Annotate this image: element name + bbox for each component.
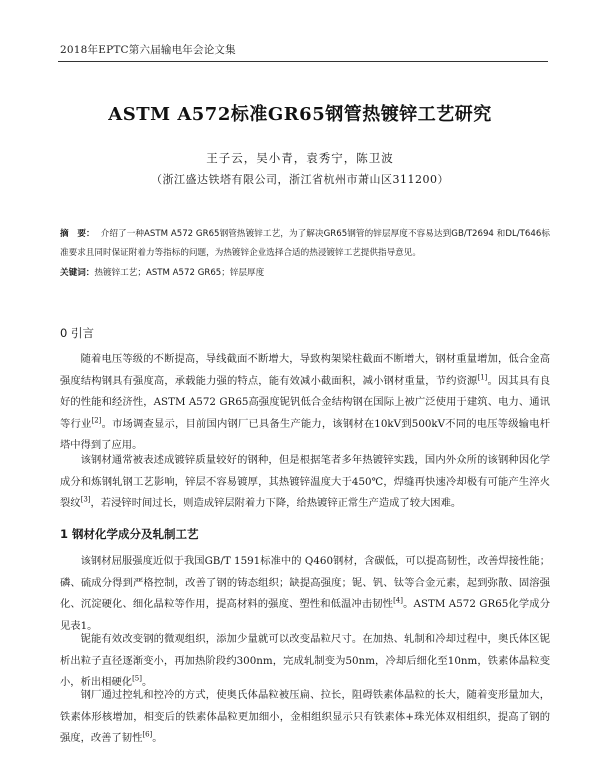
paragraph-text: 该钢材屈服强度近似于我国GB/T 1591标准中的 Q460钢材，含碳低，可以提高韧性，改善焊接性能；磷、硫成分得到严格控制，改善了钢的铸态组织；缺提高强度；铌、钒、钛等合金元素，起到弥散、固溶强化、沉淀硬化、细化晶粒等作用，提高材料的强度、塑性和低温冲击韧性 <box>60 555 550 610</box>
paragraph-text: 该钢材通常被表述成镀锌质量较好的钢种，但是根据笔者多年热镀锌实践，国内外众所的该钢种因化学成分和炼钢轧钢工艺影响，锌层不容易镀厚，其热镀锌温度大于450℃，焊缝再快速冷却极有可能产生淬火裂纹 <box>60 454 550 509</box>
author-list: 王子云，吴小青，袁秀宁，陈卫波 <box>206 151 394 165</box>
running-header: 2018年EPTC第六届输电年会论文集 <box>60 44 236 56</box>
citation[interactable]: [4] <box>393 596 403 605</box>
abstract-text: 介绍了一种ASTM A572 GR65钢管热镀锌工艺，为了解决GR65钢管的锌层厚度不容易达到GB/T2694 和DL/T646标准要求且同时保证附着力等指标的问题，为热镀锌企业选择合适的热浸镀锌工艺提供指导意见。 <box>60 229 550 258</box>
keywords-label: 关键词： <box>60 268 95 278</box>
abstract-label: 摘 要： <box>60 229 95 239</box>
citation[interactable]: [2] <box>91 416 102 425</box>
paragraph-text: 。因其具有良好的性能和经济性，ASTM A572 GR65高强度铌钒低合金结构钢在国际上被广泛使用于建筑、电力、通讯等行业 <box>60 374 551 430</box>
paragraph-text: 随着电压等级的不断提高，导线截面不断增大，导致构架梁柱截面不断增大，钢材重量增加，低合金高强度结构钢具有强度高，承载能力强的特点，能有效减小截面积，减小钢材重量，节约资源 <box>60 353 550 387</box>
paragraph-composition-3 <box>60 685 550 750</box>
citation[interactable]: [5] <box>132 674 142 683</box>
paragraph-text: 。市场调查显示，目前国内钢厂已具备生产能力，该钢材在10kV到500kV不同的电压等级输电杆塔中得到了应用。 <box>60 417 550 451</box>
paragraph-text: 铌能有效改变钢的微观组织，添加少量就可以改变晶粒尺寸。在加热、轧制和冷却过程中，奥氏体区铌析出粒子直径逐渐变小，再加热阶段约300nm，完成轧制变为50nm，冷却后细化至10nm，铁素体晶粒变小，析出相硬化 <box>60 633 550 688</box>
paragraph-text: 。 <box>142 676 153 688</box>
paragraph-intro-1 <box>60 349 550 457</box>
keywords-text: 热镀锌工艺；ASTM A572 GR65；锌层厚度 <box>94 268 265 278</box>
paragraph-text: ，若浸锌时间过长，则造成锌层附着力下降，给热镀锌正常生产造成了较大困难。 <box>90 497 462 509</box>
keywords <box>60 265 550 281</box>
paper-title: ASTM A572标准GR65钢管热镀锌工艺研究 <box>108 104 492 125</box>
citation[interactable]: [6] <box>142 730 153 739</box>
section-heading-introduction: 0 引言 <box>60 326 94 340</box>
header-rule <box>58 61 548 62</box>
paragraph-text: 钢厂通过控轧和控冷的方式，使奥氏体晶粒被压扁、拉长，阻碍铁素体晶粒的长大，随着变形量加大，铁素体形核增加，相变后的铁素体晶粒更加细小，金相组织显示只有铁素体+珠光体双相组织，提高了钢的强度，改善了韧性 <box>60 689 550 744</box>
citation[interactable]: [1] <box>477 373 488 382</box>
paragraph-text: 。 <box>152 732 163 744</box>
paragraph-composition-1 <box>60 551 550 637</box>
abstract <box>60 225 550 263</box>
citation[interactable]: [3] <box>80 495 91 504</box>
paragraph-intro-2 <box>60 450 550 515</box>
section-heading-composition: 1 钢材化学成分及轧制工艺 <box>60 527 199 541</box>
affiliation: （浙江盛达铁塔有限公司，浙江省杭州市萧山区311200） <box>151 173 449 186</box>
paragraph-composition-2 <box>60 629 550 694</box>
paragraph-text: 。ASTM A572 GR65化学成分见表1。 <box>60 598 550 632</box>
